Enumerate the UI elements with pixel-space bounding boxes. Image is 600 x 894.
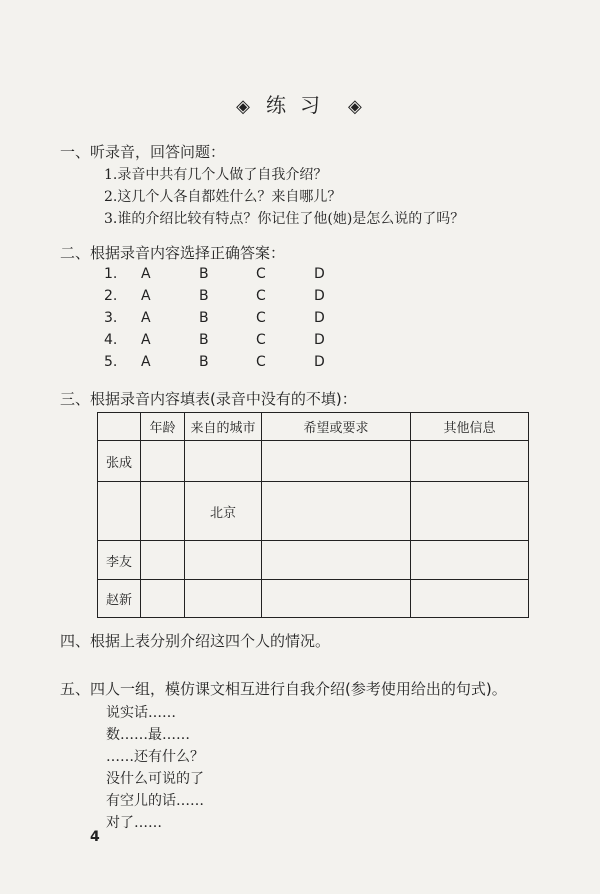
table-row xyxy=(98,541,529,580)
city-cell[interactable] xyxy=(185,441,262,482)
wish-cell[interactable] xyxy=(262,580,411,618)
sentence-pattern: 有空儿的话…… xyxy=(106,793,204,809)
section4-heading: 四、根据上表分别介绍这四个人的情况。 xyxy=(60,632,331,650)
option-c[interactable]: C xyxy=(256,266,266,282)
option-d[interactable]: D xyxy=(314,354,325,370)
sentence-pattern: 数……最…… xyxy=(106,727,190,743)
option-c[interactable]: C xyxy=(256,288,266,304)
option-b[interactable]: B xyxy=(199,354,209,370)
info-table xyxy=(97,412,529,618)
choice-number: 2. xyxy=(104,288,118,304)
option-c[interactable]: C xyxy=(256,310,266,326)
section1-heading: 一、听录音，回答问题： xyxy=(60,143,226,161)
option-d[interactable]: D xyxy=(314,332,325,348)
section2-heading: 二、根据录音内容选择正确答案： xyxy=(60,244,286,262)
sentence-pattern: 对了…… xyxy=(106,815,162,831)
table-row xyxy=(98,580,529,618)
age-cell[interactable] xyxy=(141,580,185,618)
name-cell: 张成 xyxy=(98,441,141,482)
other-cell[interactable] xyxy=(411,482,529,541)
city-cell[interactable]: 北京 xyxy=(185,482,262,541)
age-cell[interactable] xyxy=(141,482,185,541)
option-a[interactable]: A xyxy=(141,266,151,282)
title-text: 练习 xyxy=(266,93,334,117)
name-cell: 赵新 xyxy=(98,580,141,618)
question-1: 1.录音中共有几个人做了自我介绍？ xyxy=(104,167,328,183)
choice-number: 5. xyxy=(104,354,118,370)
other-cell[interactable] xyxy=(411,441,529,482)
option-a[interactable]: A xyxy=(141,310,151,326)
wish-cell[interactable] xyxy=(262,441,411,482)
option-c[interactable]: C xyxy=(256,332,266,348)
table-header-cell: 希望或要求 xyxy=(262,413,411,441)
table-header-cell: 年龄 xyxy=(141,413,185,441)
table-header-cell xyxy=(98,413,141,441)
exercise-title xyxy=(0,89,600,118)
name-cell xyxy=(98,482,141,541)
option-a[interactable]: A xyxy=(141,288,151,304)
option-d[interactable]: D xyxy=(314,310,325,326)
option-b[interactable]: B xyxy=(199,332,209,348)
page-number: 4 xyxy=(90,829,100,845)
city-cell[interactable] xyxy=(185,580,262,618)
age-cell[interactable] xyxy=(141,441,185,482)
city-cell[interactable] xyxy=(185,541,262,580)
option-a[interactable]: A xyxy=(141,354,151,370)
option-a[interactable]: A xyxy=(141,332,151,348)
sentence-pattern: ……还有什么？ xyxy=(106,749,204,765)
section3-heading: 三、根据录音内容填表(录音中没有的不填)： xyxy=(60,390,357,408)
age-cell[interactable] xyxy=(141,541,185,580)
option-b[interactable]: B xyxy=(199,288,209,304)
wish-cell[interactable] xyxy=(262,541,411,580)
option-c[interactable]: C xyxy=(256,354,266,370)
option-d[interactable]: D xyxy=(314,266,325,282)
choice-number: 1. xyxy=(104,266,118,282)
question-2: 2.这几个人各自都姓什么？来自哪儿？ xyxy=(104,189,342,205)
table-row xyxy=(98,441,529,482)
sentence-pattern: 没什么可说的了 xyxy=(106,771,204,787)
table-header-row xyxy=(98,413,529,441)
wish-cell[interactable] xyxy=(262,482,411,541)
option-b[interactable]: B xyxy=(199,266,209,282)
table-header-cell: 来自的城市 xyxy=(185,413,262,441)
other-cell[interactable] xyxy=(411,580,529,618)
table-row xyxy=(98,482,529,541)
name-cell: 李友 xyxy=(98,541,141,580)
table-header-cell: 其他信息 xyxy=(411,413,529,441)
sentence-pattern: 说实话…… xyxy=(106,705,176,721)
other-cell[interactable] xyxy=(411,541,529,580)
choice-number: 4. xyxy=(104,332,118,348)
choice-number: 3. xyxy=(104,310,118,326)
question-3: 3.谁的介绍比较有特点？你记住了他(她)是怎么说的了吗？ xyxy=(104,211,465,227)
diamond-left-icon: ◈ xyxy=(236,96,252,117)
diamond-right-icon: ◈ xyxy=(348,96,364,117)
section5-heading: 五、四人一组，模仿课文相互进行自我介绍(参考使用给出的句式)。 xyxy=(60,680,507,698)
option-d[interactable]: D xyxy=(314,288,325,304)
option-b[interactable]: B xyxy=(199,310,209,326)
